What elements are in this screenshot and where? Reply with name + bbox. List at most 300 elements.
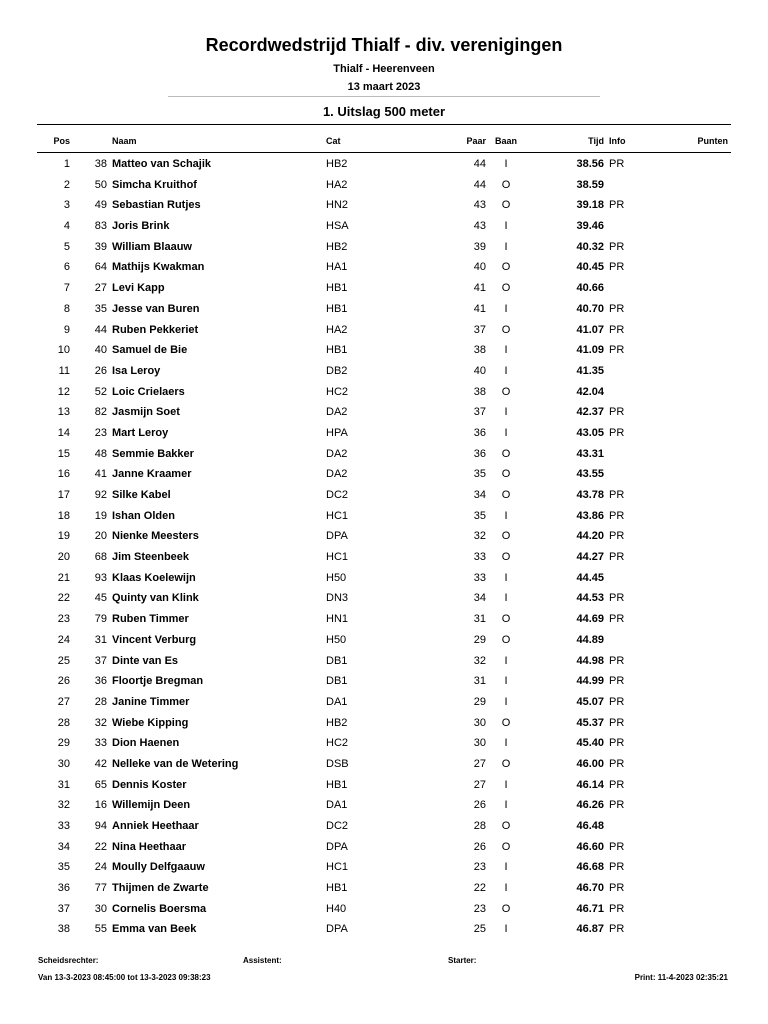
row-pair: 30	[473, 716, 486, 729]
row-pos: 17	[57, 489, 70, 501]
row-info: PR	[609, 757, 625, 770]
table-row	[0, 155, 768, 176]
row-name: Willemijn Deen	[112, 799, 191, 812]
row-lane: I	[504, 695, 508, 708]
row-time: 43.31	[576, 447, 604, 460]
row-name: Thijmen de Zwarte	[112, 882, 209, 895]
row-number: 42	[94, 757, 107, 770]
row-number: 20	[94, 530, 107, 543]
row-pair: 33	[473, 551, 486, 564]
row-pair: 35	[473, 468, 486, 481]
row-lane: O	[501, 757, 511, 770]
section-title: 1. Uitslag 500 meter	[322, 104, 446, 119]
row-time: 41.07	[576, 323, 604, 336]
row-lane: I	[504, 509, 508, 522]
row-number: 55	[94, 923, 107, 936]
row-name: Anniek Heethaar	[112, 820, 199, 832]
col-cat: Cat	[326, 136, 341, 146]
row-name: Nelleke van de Wetering	[112, 757, 239, 770]
row-pos: 35	[57, 861, 70, 874]
row-lane: I	[504, 364, 508, 377]
row-number: 32	[94, 716, 107, 729]
table-row	[0, 776, 768, 797]
row-name: Dion Haenen	[112, 737, 180, 750]
row-info: PR	[609, 923, 625, 936]
row-pair: 43	[473, 220, 486, 233]
table-row	[0, 755, 768, 776]
row-name: Floortje Bregman	[112, 675, 204, 688]
row-time: 46.00	[576, 757, 604, 770]
row-time: 44.98	[576, 654, 604, 667]
table-row	[0, 321, 768, 342]
row-pair: 32	[473, 530, 486, 543]
row-time: 45.07	[576, 695, 604, 708]
row-name: Cornelis Boersma	[112, 902, 207, 915]
row-time: 39.46	[576, 220, 604, 233]
row-category: HN2	[326, 199, 349, 212]
row-pair: 22	[473, 882, 486, 895]
row-number: 49	[94, 199, 107, 212]
row-name: Mathijs Kwakman	[112, 261, 205, 274]
row-pos: 9	[63, 323, 70, 336]
row-lane: O	[501, 323, 511, 336]
row-lane: I	[504, 882, 508, 895]
row-pos: 25	[57, 654, 70, 667]
table-row	[0, 693, 768, 714]
row-lane: O	[501, 530, 511, 543]
table-row	[0, 403, 768, 424]
time-range: Van 13-3-2023 08:45:00 tot 13-3-2023 09:38:23	[38, 973, 211, 982]
row-lane: I	[504, 302, 508, 315]
row-number: 65	[94, 778, 107, 791]
row-time: 42.04	[576, 385, 604, 398]
row-number: 22	[94, 840, 107, 853]
row-lane: I	[504, 240, 508, 253]
row-pos: 12	[57, 385, 70, 398]
row-lane: I	[504, 158, 508, 170]
row-category: H50	[326, 571, 347, 584]
table-row	[0, 196, 768, 217]
row-category: HA1	[326, 261, 348, 274]
table-row	[0, 569, 768, 590]
row-time: 46.14	[576, 778, 604, 791]
row-category: DA2	[326, 468, 348, 481]
row-time: 44.53	[576, 592, 604, 605]
row-category: HB2	[326, 240, 348, 253]
row-pos: 19	[57, 530, 70, 543]
row-pair: 28	[473, 820, 486, 832]
row-pos: 8	[63, 302, 70, 315]
row-pos: 23	[57, 613, 70, 626]
row-number: 44	[94, 323, 107, 336]
row-pos: 21	[57, 571, 70, 584]
row-lane: I	[504, 344, 508, 357]
row-pos: 24	[57, 633, 70, 646]
row-time: 46.68	[576, 861, 604, 874]
row-name: Levi Kapp	[112, 282, 165, 295]
row-category: DN3	[326, 592, 349, 605]
row-pos: 31	[57, 778, 70, 791]
row-pair: 39	[473, 240, 486, 253]
row-info: PR	[609, 509, 625, 522]
row-number: 94	[94, 820, 107, 832]
divider	[37, 124, 731, 125]
row-number: 83	[94, 220, 107, 233]
row-number: 28	[94, 695, 107, 708]
row-lane: I	[504, 220, 508, 233]
row-time: 46.26	[576, 799, 604, 812]
table-row	[0, 858, 768, 879]
row-name: Semmie Bakker	[112, 447, 194, 460]
row-lane: O	[501, 489, 511, 501]
row-lane: O	[501, 902, 511, 915]
row-lane: O	[501, 261, 511, 274]
row-pair: 35	[473, 509, 486, 522]
table-row	[0, 383, 768, 404]
row-time: 43.78	[576, 489, 604, 501]
row-lane: O	[501, 199, 511, 212]
row-category: DPA	[326, 840, 348, 853]
col-punten: Punten	[697, 136, 728, 146]
row-name: Matteo van Schajik	[112, 158, 212, 170]
row-info: PR	[609, 840, 625, 853]
row-time: 43.86	[576, 509, 604, 522]
print-time: Print: 11-4-2023 02:35:21	[634, 973, 728, 982]
row-info: PR	[609, 302, 625, 315]
row-pair: 26	[473, 840, 486, 853]
table-row	[0, 652, 768, 673]
row-category: H50	[326, 633, 347, 646]
row-category: DA2	[326, 406, 348, 419]
row-pos: 2	[63, 178, 70, 191]
table-row	[0, 879, 768, 900]
row-pair: 31	[473, 675, 486, 688]
row-info: PR	[609, 199, 625, 212]
row-pos: 14	[57, 426, 70, 439]
table-header	[0, 136, 768, 150]
row-number: 40	[94, 344, 107, 357]
referee-label: Scheidsrechter:	[38, 956, 99, 965]
row-time: 44.89	[576, 633, 604, 646]
footer-officials	[0, 956, 768, 968]
row-info: PR	[609, 426, 625, 439]
row-info: PR	[609, 778, 625, 791]
row-lane: O	[501, 716, 511, 729]
row-pos: 3	[63, 199, 70, 212]
row-time: 42.37	[576, 406, 604, 419]
row-category: DC2	[326, 820, 349, 832]
row-name: Loic Crielaers	[112, 385, 185, 398]
row-name: Jim Steenbeek	[112, 551, 190, 564]
row-pos: 34	[57, 840, 70, 853]
row-name: William Blaauw	[112, 240, 192, 253]
row-pos: 6	[63, 261, 70, 274]
row-lane: I	[504, 571, 508, 584]
row-pair: 40	[473, 261, 486, 274]
table-row	[0, 300, 768, 321]
row-pair: 43	[473, 199, 486, 212]
row-number: 45	[94, 592, 107, 605]
row-number: 93	[94, 571, 107, 584]
table-row	[0, 279, 768, 300]
table-row	[0, 672, 768, 693]
row-category: HB2	[326, 716, 348, 729]
row-time: 46.71	[576, 902, 604, 915]
row-name: Sebastian Rutjes	[112, 199, 201, 212]
row-time: 44.69	[576, 613, 604, 626]
row-info: PR	[609, 675, 625, 688]
row-pos: 1	[63, 158, 70, 170]
row-category: DA2	[326, 447, 348, 460]
row-time: 46.70	[576, 882, 604, 895]
row-info: PR	[609, 902, 625, 915]
row-time: 40.70	[576, 302, 604, 315]
table-row	[0, 900, 768, 921]
row-info: PR	[609, 613, 625, 626]
row-lane: I	[504, 778, 508, 791]
venue: Thialf - Heerenveen	[333, 63, 435, 75]
divider	[168, 96, 600, 97]
row-time: 43.05	[576, 426, 604, 439]
row-pair: 23	[473, 902, 486, 915]
row-number: 36	[94, 675, 107, 688]
row-time: 40.45	[576, 261, 604, 274]
row-pos: 18	[57, 509, 70, 522]
row-category: HA2	[326, 323, 348, 336]
row-pos: 36	[57, 882, 70, 895]
row-category: DA1	[326, 695, 348, 708]
row-name: Isa Leroy	[112, 364, 161, 377]
table-row	[0, 362, 768, 383]
row-name: Mart Leroy	[112, 426, 169, 439]
row-category: HC1	[326, 551, 349, 564]
row-lane: O	[501, 385, 511, 398]
row-pos: 10	[57, 344, 70, 357]
row-pair: 25	[473, 923, 486, 936]
row-info: PR	[609, 530, 625, 543]
footer-times	[0, 973, 768, 985]
row-time: 46.48	[576, 820, 604, 832]
row-time: 45.40	[576, 737, 604, 750]
row-category: DPA	[326, 923, 348, 936]
row-name: Janine Timmer	[112, 695, 190, 708]
row-category: DSB	[326, 757, 349, 770]
table-row	[0, 548, 768, 569]
row-pos: 27	[57, 695, 70, 708]
row-pair: 36	[473, 447, 486, 460]
table-row	[0, 734, 768, 755]
row-lane: O	[501, 820, 511, 832]
row-pair: 31	[473, 613, 486, 626]
row-category: H40	[326, 902, 347, 915]
row-time: 44.20	[576, 530, 604, 543]
row-name: Dinte van Es	[112, 654, 179, 667]
row-category: HPA	[326, 426, 348, 439]
row-pos: 33	[57, 820, 70, 832]
row-number: 82	[94, 406, 107, 419]
row-info: PR	[609, 240, 625, 253]
row-pair: 30	[473, 737, 486, 750]
row-pos: 38	[57, 923, 70, 936]
row-category: DB1	[326, 654, 348, 667]
row-info: PR	[609, 158, 625, 170]
row-category: HC2	[326, 385, 349, 398]
row-time: 45.37	[576, 716, 604, 729]
row-pos: 22	[57, 592, 70, 605]
row-lane: O	[501, 468, 511, 481]
row-info: PR	[609, 551, 625, 564]
table-row	[0, 817, 768, 838]
row-info: PR	[609, 695, 625, 708]
table-row	[0, 258, 768, 279]
assistant-label: Assistent:	[243, 956, 282, 965]
row-category: HC2	[326, 737, 349, 750]
table-row	[0, 424, 768, 445]
row-time: 38.56	[576, 158, 604, 170]
row-number: 48	[94, 447, 107, 460]
table-row	[0, 238, 768, 259]
row-category: HB2	[326, 158, 348, 170]
row-time: 41.35	[576, 364, 604, 377]
row-name: Ruben Timmer	[112, 613, 189, 626]
row-pair: 41	[473, 282, 486, 295]
row-info: PR	[609, 261, 625, 274]
row-pos: 16	[57, 468, 70, 481]
row-info: PR	[609, 406, 625, 419]
row-lane: I	[504, 426, 508, 439]
row-name: Wiebe Kipping	[112, 716, 189, 729]
row-name: Vincent Verburg	[112, 633, 197, 646]
row-time: 41.09	[576, 344, 604, 357]
row-category: HC1	[326, 861, 349, 874]
row-pos: 20	[57, 551, 70, 564]
table-row	[0, 507, 768, 528]
results-table	[0, 155, 768, 941]
row-number: 38	[94, 158, 107, 170]
row-name: Ishan Olden	[112, 509, 175, 522]
row-name: Nienke Meesters	[112, 530, 199, 543]
row-category: HN1	[326, 613, 349, 626]
row-pair: 29	[473, 695, 486, 708]
row-pair: 44	[473, 178, 486, 191]
row-info: PR	[609, 592, 625, 605]
row-name: Jesse van Buren	[112, 302, 200, 315]
table-row	[0, 445, 768, 466]
row-time: 43.55	[576, 468, 604, 481]
row-lane: O	[501, 613, 511, 626]
row-pair: 37	[473, 323, 486, 336]
row-pair: 32	[473, 654, 486, 667]
row-pos: 32	[57, 799, 70, 812]
row-info: PR	[609, 882, 625, 895]
row-number: 33	[94, 737, 107, 750]
table-row	[0, 838, 768, 859]
event-date: 13 maart 2023	[347, 81, 421, 93]
col-baan: Baan	[494, 136, 517, 146]
row-pair: 36	[473, 426, 486, 439]
row-pair: 26	[473, 799, 486, 812]
row-info: PR	[609, 716, 625, 729]
row-number: 64	[94, 261, 107, 274]
row-pair: 34	[473, 489, 486, 501]
row-lane: I	[504, 675, 508, 688]
row-pos: 11	[58, 364, 70, 377]
row-name: Jasmijn Soet	[112, 406, 180, 419]
row-number: 31	[94, 633, 107, 646]
col-info: Info	[609, 136, 626, 146]
row-lane: I	[504, 799, 508, 812]
row-pos: 29	[57, 737, 70, 750]
row-info: PR	[609, 323, 625, 336]
row-info: PR	[609, 861, 625, 874]
col-tijd: Tijd	[588, 136, 604, 146]
row-lane: I	[504, 406, 508, 419]
table-row	[0, 217, 768, 238]
divider	[37, 152, 731, 153]
row-pair: 38	[473, 385, 486, 398]
table-row	[0, 631, 768, 652]
row-time: 39.18	[576, 199, 604, 212]
table-row	[0, 341, 768, 362]
row-number: 39	[94, 240, 107, 253]
row-time: 38.59	[576, 178, 604, 191]
row-pair: 27	[473, 778, 486, 791]
row-number: 16	[94, 799, 107, 812]
row-number: 23	[94, 426, 107, 439]
row-category: HB1	[326, 282, 348, 295]
row-name: Quinty van Klink	[112, 592, 199, 605]
table-row	[0, 920, 768, 941]
row-lane: I	[504, 923, 508, 936]
row-name: Joris Brink	[112, 220, 170, 233]
row-name: Ruben Pekkeriet	[112, 323, 199, 336]
row-number: 24	[94, 861, 107, 874]
row-name: Nina Heethaar	[112, 840, 186, 853]
row-time: 44.27	[576, 551, 604, 564]
row-lane: I	[504, 737, 508, 750]
row-name: Janne Kraamer	[112, 468, 192, 481]
row-pair: 38	[473, 344, 486, 357]
row-lane: O	[501, 551, 511, 564]
row-lane: O	[501, 633, 511, 646]
row-pair: 41	[473, 302, 486, 315]
row-pos: 37	[57, 902, 70, 915]
row-number: 52	[94, 385, 107, 398]
row-category: DB2	[326, 364, 348, 377]
col-naam: Naam	[112, 136, 137, 146]
row-time: 46.60	[576, 840, 604, 853]
row-category: DA1	[326, 799, 348, 812]
row-info: PR	[609, 737, 625, 750]
row-number: 27	[94, 282, 107, 295]
row-info: PR	[609, 654, 625, 667]
row-time: 40.32	[576, 240, 604, 253]
row-pair: 34	[473, 592, 486, 605]
row-number: 30	[94, 902, 107, 915]
row-pos: 15	[57, 447, 70, 460]
row-number: 41	[94, 468, 107, 481]
row-name: Moully Delfgaauw	[112, 861, 205, 874]
row-pos: 7	[63, 282, 70, 295]
col-pos: Pos	[53, 136, 70, 146]
row-category: DPA	[326, 530, 348, 543]
row-number: 92	[94, 489, 107, 501]
row-number: 79	[94, 613, 107, 626]
row-lane: I	[504, 592, 508, 605]
row-number: 35	[94, 302, 107, 315]
page-title: Recordwedstrijd Thialf - div. verenigingen	[205, 35, 563, 55]
row-pos: 30	[57, 757, 70, 770]
